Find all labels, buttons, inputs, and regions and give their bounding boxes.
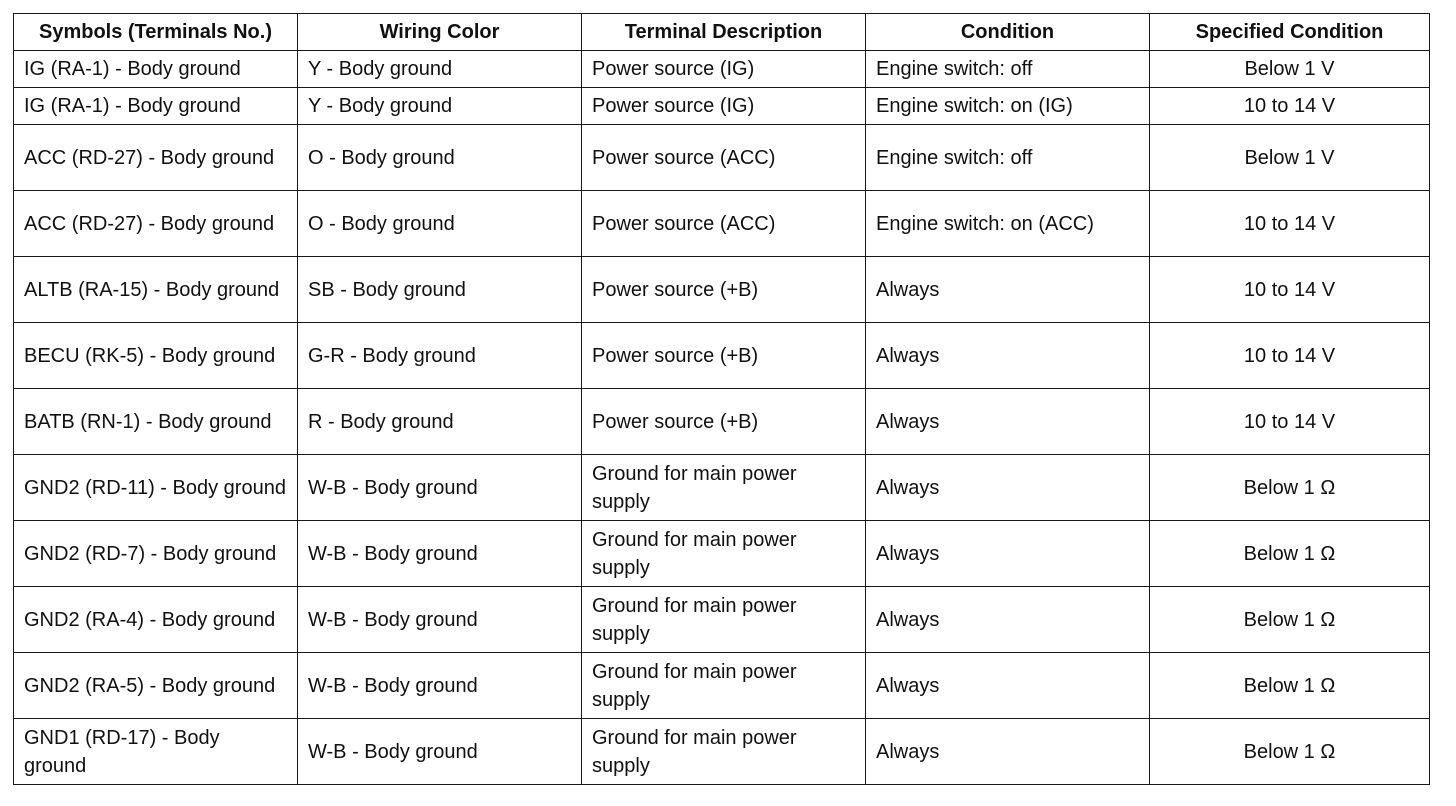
table-header xyxy=(14,14,1430,51)
cell-symbol: IG (RA-1) - Body ground xyxy=(14,51,298,88)
cell-specified-condition: 10 to 14 V xyxy=(1150,191,1430,257)
header-wiring-color: Wiring Color xyxy=(298,14,582,51)
cell-symbol: GND1 (RD-17) - Body ground xyxy=(14,719,298,785)
cell-symbol: BATB (RN-1) - Body ground xyxy=(14,389,298,455)
cell-wiring-color: Y - Body ground xyxy=(298,88,582,125)
cell-symbol: ALTB (RA-15) - Body ground xyxy=(14,257,298,323)
cell-condition: Engine switch: off xyxy=(866,51,1150,88)
cell-terminal-description: Power source (ACC) xyxy=(582,125,866,191)
header-specified-condition: Specified Condition xyxy=(1150,14,1430,51)
cell-specified-condition: Below 1 Ω xyxy=(1150,455,1430,521)
cell-wiring-color: W-B - Body ground xyxy=(298,653,582,719)
cell-condition: Always xyxy=(866,719,1150,785)
cell-terminal-description: Power source (ACC) xyxy=(582,191,866,257)
cell-specified-condition: Below 1 Ω xyxy=(1150,719,1430,785)
header-row xyxy=(14,14,1430,51)
cell-terminal-description: Power source (+B) xyxy=(582,323,866,389)
cell-condition: Always xyxy=(866,323,1150,389)
cell-specified-condition: 10 to 14 V xyxy=(1150,389,1430,455)
cell-condition: Always xyxy=(866,389,1150,455)
cell-terminal-description: Ground for main power supply xyxy=(582,521,866,587)
cell-symbol: GND2 (RD-11) - Body ground xyxy=(14,455,298,521)
cell-wiring-color: Y - Body ground xyxy=(298,51,582,88)
cell-terminal-description: Power source (+B) xyxy=(582,257,866,323)
cell-symbol: IG (RA-1) - Body ground xyxy=(14,88,298,125)
table-row xyxy=(14,125,1430,191)
table-row xyxy=(14,257,1430,323)
cell-condition: Engine switch: on (ACC) xyxy=(866,191,1150,257)
cell-specified-condition: 10 to 14 V xyxy=(1150,257,1430,323)
cell-wiring-color: W-B - Body ground xyxy=(298,455,582,521)
cell-specified-condition: Below 1 V xyxy=(1150,51,1430,88)
cell-terminal-description: Power source (IG) xyxy=(582,51,866,88)
cell-symbol: GND2 (RA-5) - Body ground xyxy=(14,653,298,719)
cell-terminal-description: Power source (+B) xyxy=(582,389,866,455)
table-row xyxy=(14,389,1430,455)
table-row xyxy=(14,455,1430,521)
cell-wiring-color: R - Body ground xyxy=(298,389,582,455)
cell-specified-condition: Below 1 V xyxy=(1150,125,1430,191)
cell-condition: Always xyxy=(866,257,1150,323)
cell-condition: Always xyxy=(866,455,1150,521)
cell-wiring-color: O - Body ground xyxy=(298,191,582,257)
cell-symbol: ACC (RD-27) - Body ground xyxy=(14,191,298,257)
cell-condition: Always xyxy=(866,653,1150,719)
header-symbols: Symbols (Terminals No.) xyxy=(14,14,298,51)
cell-specified-condition: 10 to 14 V xyxy=(1150,323,1430,389)
cell-symbol: GND2 (RA-4) - Body ground xyxy=(14,587,298,653)
header-terminal-description: Terminal Description xyxy=(582,14,866,51)
cell-terminal-description: Ground for main power supply xyxy=(582,587,866,653)
table-row xyxy=(14,323,1430,389)
header-condition: Condition xyxy=(866,14,1150,51)
cell-symbol: BECU (RK-5) - Body ground xyxy=(14,323,298,389)
cell-wiring-color: SB - Body ground xyxy=(298,257,582,323)
cell-condition: Engine switch: on (IG) xyxy=(866,88,1150,125)
table-row xyxy=(14,587,1430,653)
table-row xyxy=(14,88,1430,125)
cell-wiring-color: O - Body ground xyxy=(298,125,582,191)
cell-symbol: ACC (RD-27) - Body ground xyxy=(14,125,298,191)
cell-wiring-color: W-B - Body ground xyxy=(298,587,582,653)
cell-condition: Engine switch: off xyxy=(866,125,1150,191)
cell-specified-condition: Below 1 Ω xyxy=(1150,587,1430,653)
cell-wiring-color: W-B - Body ground xyxy=(298,521,582,587)
terminal-spec-table xyxy=(13,13,1430,785)
cell-condition: Always xyxy=(866,587,1150,653)
table-body xyxy=(14,51,1430,785)
cell-specified-condition: 10 to 14 V xyxy=(1150,88,1430,125)
cell-wiring-color: G-R - Body ground xyxy=(298,323,582,389)
cell-wiring-color: W-B - Body ground xyxy=(298,719,582,785)
cell-terminal-description: Ground for main power supply xyxy=(582,653,866,719)
cell-condition: Always xyxy=(866,521,1150,587)
cell-symbol: GND2 (RD-7) - Body ground xyxy=(14,521,298,587)
table-row xyxy=(14,191,1430,257)
table-row xyxy=(14,51,1430,88)
table-row xyxy=(14,653,1430,719)
cell-specified-condition: Below 1 Ω xyxy=(1150,653,1430,719)
cell-terminal-description: Ground for main power supply xyxy=(582,455,866,521)
cell-specified-condition: Below 1 Ω xyxy=(1150,521,1430,587)
cell-terminal-description: Ground for main power supply xyxy=(582,719,866,785)
table-row xyxy=(14,521,1430,587)
cell-terminal-description: Power source (IG) xyxy=(582,88,866,125)
table-row xyxy=(14,719,1430,785)
